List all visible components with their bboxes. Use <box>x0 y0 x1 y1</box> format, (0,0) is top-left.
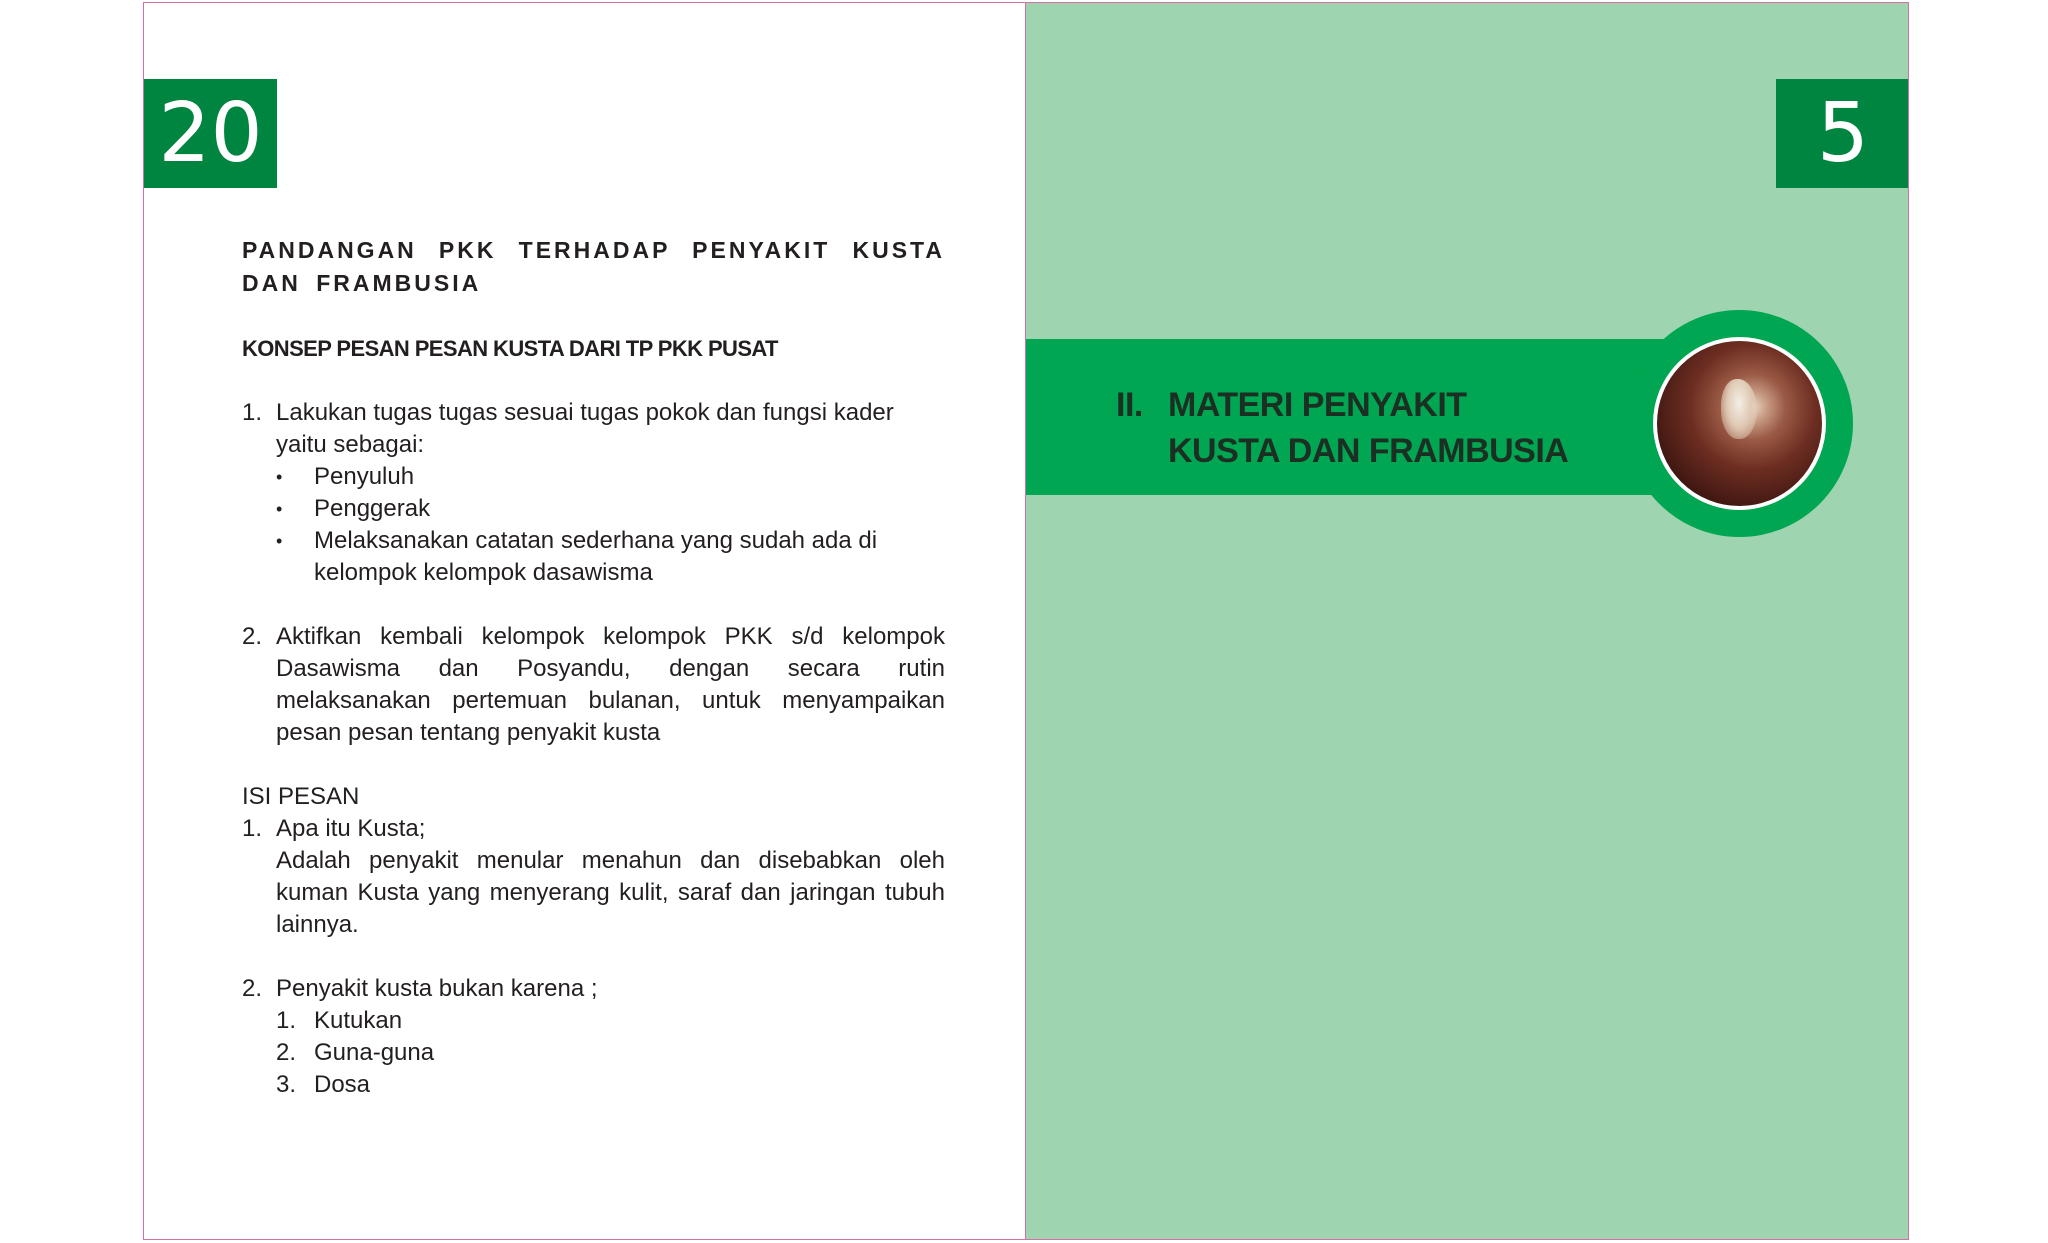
list-item <box>276 525 945 589</box>
item-text: Lakukan tugas tugas sesuai tugas pokok dan fungsi kader yaitu sebagai: <box>276 399 894 458</box>
item-number: 1. <box>242 815 263 842</box>
page-number-left: 20 <box>144 79 277 188</box>
konsep-item-1 <box>242 397 945 589</box>
bullet-dot-icon: • <box>276 531 283 551</box>
item-number: 2. <box>242 975 263 1002</box>
isi-item-1 <box>242 813 945 941</box>
list-item <box>276 1037 945 1069</box>
chapter-roman-numeral: II. <box>1116 386 1143 424</box>
sub-number: 1. <box>276 1007 297 1034</box>
list-item <box>276 1069 945 1101</box>
list-item <box>276 461 945 493</box>
list-item <box>276 1005 945 1037</box>
left-page-content <box>242 234 945 1101</box>
photo-ring <box>1626 310 1853 537</box>
chapter-title-line-1: MATERI PENYAKIT <box>1168 386 1467 424</box>
chapter-title-line-2: KUSTA DAN FRAMBUSIA <box>1168 432 1569 470</box>
sub-number: 2. <box>276 1039 297 1066</box>
item-number: 2. <box>242 623 263 650</box>
bullet-dot-icon: • <box>276 499 283 519</box>
bullet-text: Penggerak <box>314 495 431 522</box>
isi-pesan-label: ISI PESAN <box>242 783 360 810</box>
page-number-right: 5 <box>1776 79 1909 188</box>
konsep-item-2 <box>242 621 945 749</box>
page-heading: PANDANGAN PKK TERHADAP PENYAKIT KUSTA DAN FRAMBUSIA <box>242 237 945 296</box>
chapter-title <box>1116 382 1568 474</box>
book-spread <box>143 2 1909 1240</box>
item-title: Apa itu Kusta; <box>276 815 426 842</box>
list-item <box>276 493 945 525</box>
item-text: Adalah penyakit menular menahun dan disebabkan oleh kuman Kusta yang menyerang kulit, saraf dan jaringan tubuh lainnya. <box>276 847 945 938</box>
isi-item-2 <box>242 973 945 1101</box>
sub-number: 3. <box>276 1071 297 1098</box>
sub-text: Dosa <box>314 1071 371 1098</box>
left-page <box>144 3 1026 1239</box>
item-text: Aktifkan kembali kelompok kelompok PKK s/d kelompok Dasawisma dan Posyandu, dengan secara rutin melaksanakan pertemuan bulanan, untuk menyampaikan pesan pesan tentang penyakit kusta <box>276 623 945 746</box>
chapter-banner <box>1026 339 1726 495</box>
item-title: Penyakit kusta bukan karena ; <box>276 975 598 1002</box>
item-number: 1. <box>242 399 263 426</box>
numbered-sublist <box>276 1005 945 1101</box>
sub-text: Kutukan <box>314 1007 403 1034</box>
lesion-highlight <box>1721 379 1757 439</box>
sub-text: Guna-guna <box>314 1039 435 1066</box>
bullet-text: Penyuluh <box>314 463 415 490</box>
section-subheading: KONSEP PESAN PESAN KUSTA DARI TP PKK PUSAT <box>242 336 778 361</box>
bullet-dot-icon: • <box>276 467 283 487</box>
bullet-list <box>276 461 945 589</box>
bullet-text: Melaksanakan catatan sederhana yang sudah ada di kelompok kelompok dasawisma <box>314 527 878 586</box>
skin-lesion-photo <box>1653 337 1826 510</box>
right-page <box>1026 3 1909 1239</box>
